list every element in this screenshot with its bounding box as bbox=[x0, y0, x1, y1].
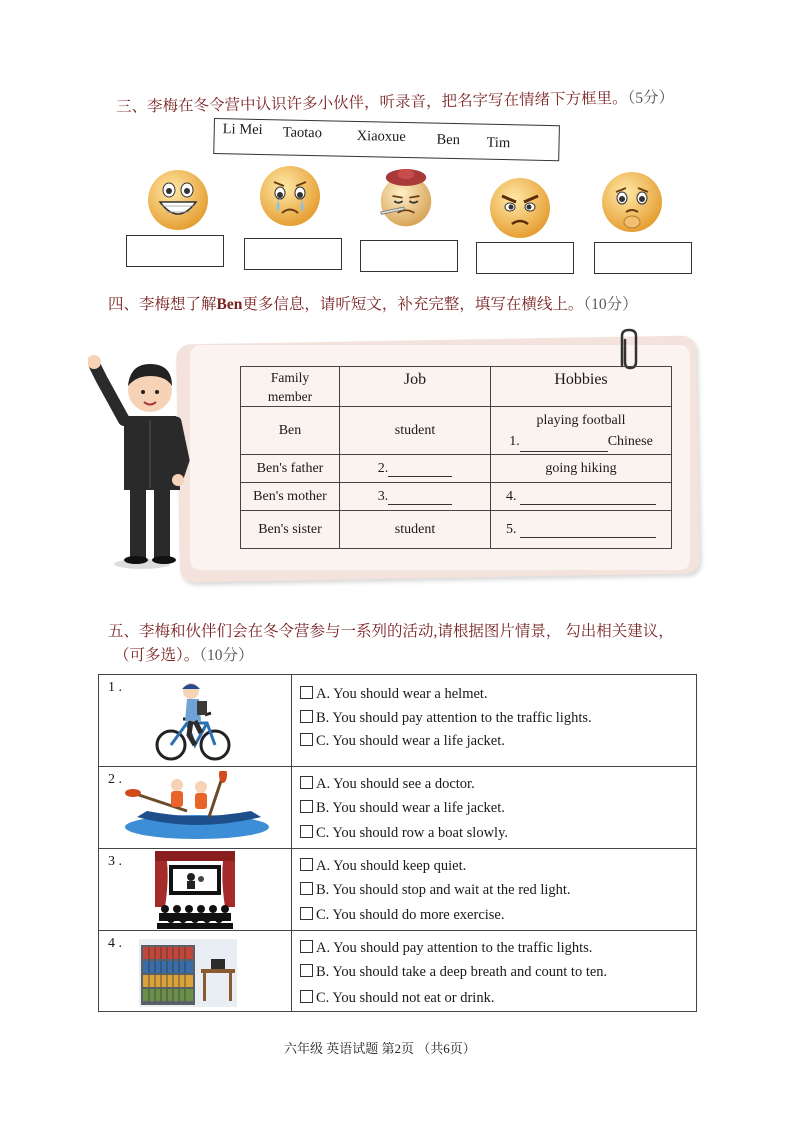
sick-face-icon bbox=[374, 164, 438, 228]
hobby-cell: going hiking bbox=[491, 455, 672, 483]
worried-face-icon bbox=[600, 170, 664, 234]
answer-box-2[interactable] bbox=[244, 238, 342, 270]
angry-face-icon bbox=[488, 176, 552, 240]
job-cell: student bbox=[340, 407, 491, 455]
option-1c[interactable]: C. You should wear a life jacket. bbox=[300, 730, 696, 754]
checkbox[interactable] bbox=[300, 940, 313, 953]
item-number: 4 . bbox=[108, 936, 122, 951]
options-cell bbox=[292, 675, 697, 767]
section3-title: 三、李梅在冬令营中认识许多小伙伴，听录音，把名字写在情绪下方框里。（5分） bbox=[115, 89, 675, 116]
header-hobbies: Hobbies bbox=[491, 367, 672, 407]
rowing-boat-picture bbox=[123, 771, 273, 843]
table-row bbox=[241, 407, 672, 455]
job-cell: 2. bbox=[340, 455, 491, 483]
blank-5[interactable] bbox=[520, 537, 656, 538]
library-picture bbox=[139, 939, 237, 1007]
blank-3[interactable] bbox=[388, 504, 452, 505]
names-box bbox=[213, 118, 560, 161]
family-info-table bbox=[240, 366, 672, 549]
member-cell: Ben's father bbox=[241, 455, 340, 483]
answer-box-4[interactable] bbox=[476, 242, 574, 274]
picture-cell bbox=[99, 675, 292, 767]
blank-1[interactable] bbox=[520, 451, 608, 452]
member-cell: Ben's sister bbox=[241, 511, 340, 549]
option-2a[interactable]: A. You should see a doctor. bbox=[300, 773, 696, 797]
header-family-member: Family member bbox=[241, 367, 340, 407]
checkbox[interactable] bbox=[300, 990, 313, 1003]
checkbox[interactable] bbox=[300, 776, 313, 789]
section4-title: 四、李梅想了解Ben更多信息，请听短文，补充完整，填写在横线上。（10分） bbox=[108, 296, 638, 313]
table-row bbox=[99, 767, 697, 849]
answer-box-5[interactable] bbox=[594, 242, 692, 274]
checkbox[interactable] bbox=[300, 964, 313, 977]
blank-2[interactable] bbox=[388, 476, 452, 477]
option-2c[interactable]: C. You should row a boat slowly. bbox=[300, 822, 696, 846]
member-cell: Ben's mother bbox=[241, 483, 340, 511]
name-ben: Ben bbox=[436, 131, 461, 149]
item-number: 1 . bbox=[108, 680, 122, 695]
job-cell: 3. bbox=[340, 483, 491, 511]
name-xiaoxue: Xiaoxue bbox=[356, 127, 406, 146]
checkbox[interactable] bbox=[300, 825, 313, 838]
name-li-mei: Li Mei bbox=[222, 121, 263, 139]
option-4a[interactable]: A. You should pay attention to the traffic lights. bbox=[300, 937, 696, 961]
page-footer: 六年级 英语试题 第2页 （共6页） bbox=[284, 1041, 476, 1056]
option-4b[interactable]: B. You should take a deep breath and count to ten. bbox=[300, 961, 696, 985]
activity-table bbox=[98, 674, 697, 1012]
cyclist-picture bbox=[155, 679, 231, 763]
option-3c[interactable]: C. You should do more exercise. bbox=[300, 904, 696, 928]
item-number: 2 . bbox=[108, 772, 122, 787]
table-row bbox=[99, 675, 697, 767]
job-cell: student bbox=[340, 511, 491, 549]
table-row bbox=[241, 483, 672, 511]
answer-box-3[interactable] bbox=[360, 240, 458, 272]
checkbox[interactable] bbox=[300, 800, 313, 813]
option-4c[interactable]: C. You should not eat or drink. bbox=[300, 987, 696, 1011]
crying-face-icon bbox=[258, 164, 322, 228]
name-tim: Tim bbox=[486, 134, 511, 152]
picture-cell bbox=[99, 849, 292, 931]
header-job: Job bbox=[340, 367, 491, 407]
grinning-face-icon bbox=[146, 168, 210, 232]
item-number: 3 . bbox=[108, 854, 122, 869]
picture-cell bbox=[99, 931, 292, 1012]
table-row bbox=[241, 455, 672, 483]
table-row bbox=[99, 931, 697, 1012]
hobby-cell: 5. bbox=[491, 511, 672, 549]
options-cell bbox=[292, 767, 697, 849]
checkbox[interactable] bbox=[300, 882, 313, 895]
table-row bbox=[99, 849, 697, 931]
options-cell bbox=[292, 849, 697, 931]
checkbox[interactable] bbox=[300, 710, 313, 723]
checkbox[interactable] bbox=[300, 858, 313, 871]
hobby-cell: 4. bbox=[491, 483, 672, 511]
name-taotao: Taotao bbox=[282, 124, 323, 142]
options-cell bbox=[292, 931, 697, 1012]
section5-title: 五、李梅和伙伴们会在冬令营参与一系列的活动,请根据图片情景， 勾出相关建议， （可多选）。（10分） bbox=[108, 623, 674, 664]
option-1a[interactable]: A. You should wear a helmet. bbox=[300, 683, 696, 707]
option-3b[interactable]: B. You should stop and wait at the red light. bbox=[300, 879, 696, 903]
boy-waving-illustration bbox=[88, 350, 198, 572]
option-1b[interactable]: B. You should pay attention to the traffic lights. bbox=[300, 707, 696, 731]
option-3a[interactable]: A. You should keep quiet. bbox=[300, 855, 696, 879]
checkbox[interactable] bbox=[300, 907, 313, 920]
checkbox[interactable] bbox=[300, 733, 313, 746]
table-row bbox=[241, 511, 672, 549]
cinema-picture bbox=[155, 851, 235, 929]
picture-cell bbox=[99, 767, 292, 849]
member-cell: Ben bbox=[241, 407, 340, 455]
hobby-cell: playing football 1. Chinese bbox=[491, 407, 672, 455]
blank-4[interactable] bbox=[520, 504, 656, 505]
checkbox[interactable] bbox=[300, 686, 313, 699]
answer-box-1[interactable] bbox=[126, 235, 224, 267]
option-2b[interactable]: B. You should wear a life jacket. bbox=[300, 797, 696, 821]
